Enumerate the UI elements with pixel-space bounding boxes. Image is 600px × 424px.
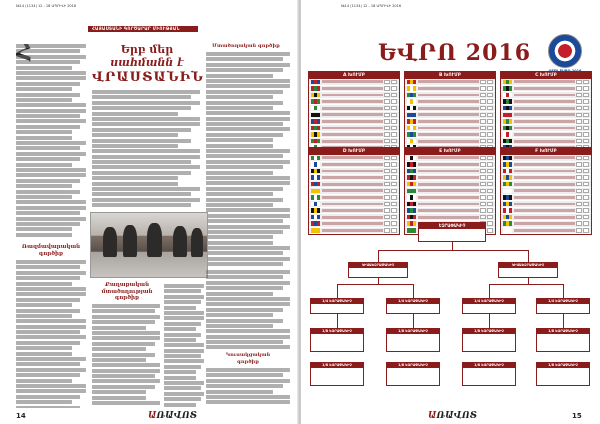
bracket-match-box xyxy=(498,262,558,278)
flag-icon xyxy=(503,156,512,161)
match-row xyxy=(501,168,591,175)
headline-line-3: ՎՐԱՍՏԱՆԻՆ xyxy=(92,70,204,85)
match-row xyxy=(405,208,495,215)
match-row xyxy=(501,221,591,228)
match-row xyxy=(309,125,399,132)
bracket-connector xyxy=(337,284,413,285)
match-row xyxy=(309,201,399,208)
group-header: E ԽՈՒՄԲ xyxy=(405,148,495,155)
bracket-match-box xyxy=(462,328,516,352)
left-page-header: ՀԱՅԱՍՏԱՆԻ ԳՈՐԾԱՐԱՐ ՄԻՈՒԹՅԱՆ xyxy=(92,26,180,31)
match-row xyxy=(405,132,495,139)
match-row xyxy=(405,125,495,132)
flag-icon xyxy=(311,182,320,187)
bracket-match-box xyxy=(462,362,516,386)
bracket-match-label: 1/8 ԵԶՐԱՓԱԿԻՉ xyxy=(537,329,589,334)
group-header: B ԽՈՒՄԲ xyxy=(405,72,495,79)
flag-icon xyxy=(407,202,416,207)
flag-icon xyxy=(311,156,320,161)
flag-icon xyxy=(407,182,416,187)
flag-icon xyxy=(311,221,320,226)
flag-icon xyxy=(503,132,512,137)
flag-icon xyxy=(407,132,416,137)
flag-icon xyxy=(311,119,320,124)
match-row xyxy=(501,125,591,132)
bracket-match-label: 1/8 ԵԶՐԱՓԱԿԻՉ xyxy=(387,329,439,334)
bracket-connector xyxy=(489,314,490,328)
group-table xyxy=(404,71,496,159)
match-row xyxy=(309,181,399,188)
bracket-connector xyxy=(489,284,563,285)
subhead-bottom-left: Քաղաքական մտածողության գործիք xyxy=(101,282,153,301)
bracket-connector xyxy=(563,314,564,328)
flag-icon xyxy=(407,113,416,118)
match-row xyxy=(501,138,591,145)
subhead-right: Մտածողական գործիք xyxy=(212,43,280,49)
flag-icon xyxy=(311,93,320,98)
bracket-match-box xyxy=(536,328,590,352)
bracket-match-box xyxy=(348,262,408,278)
match-row xyxy=(309,228,399,235)
flag-icon xyxy=(503,175,512,180)
match-row xyxy=(405,188,495,195)
flag-icon xyxy=(503,99,512,104)
bracket-connector xyxy=(528,250,529,262)
bracket-connector xyxy=(378,250,379,262)
group-header: F ԽՈՒՄԲ xyxy=(501,148,591,155)
euro-title: ԵՎՐՈ 2016 xyxy=(378,40,531,66)
flag-icon xyxy=(503,162,512,167)
match-row xyxy=(309,188,399,195)
flag-icon xyxy=(311,80,320,85)
left-column-1 xyxy=(16,44,86,240)
flag-icon xyxy=(407,215,416,220)
left-column-2b xyxy=(92,304,160,408)
final-match-box xyxy=(418,222,486,242)
match-row xyxy=(501,162,591,169)
flag-icon xyxy=(311,139,320,144)
bracket-connector xyxy=(378,250,528,251)
bracket-match-label: 1/4 ԵԶՐԱՓԱԿԻՉ xyxy=(387,299,439,304)
flag-icon xyxy=(503,208,512,213)
match-row xyxy=(405,105,495,112)
match-row xyxy=(405,214,495,221)
match-row xyxy=(501,214,591,221)
flag-icon xyxy=(407,139,416,144)
bracket-connector xyxy=(489,284,490,298)
flag-icon xyxy=(311,113,320,118)
match-row xyxy=(405,195,495,202)
news-photo xyxy=(90,212,208,278)
flag-icon xyxy=(503,195,512,200)
bracket-match-box xyxy=(310,328,364,352)
match-row xyxy=(405,86,495,93)
match-row xyxy=(309,79,399,86)
group-table xyxy=(308,147,400,235)
match-row xyxy=(309,162,399,169)
flag-icon xyxy=(503,80,512,85)
left-column-2 xyxy=(92,90,200,210)
bracket-connector xyxy=(413,314,414,328)
flag-icon xyxy=(407,80,416,85)
match-row xyxy=(309,175,399,182)
flag-icon xyxy=(503,139,512,144)
flag-icon xyxy=(311,106,320,111)
bracket-match-label: 1/8 ԵԶՐԱՓԱԿԻՉ xyxy=(311,363,363,368)
match-row xyxy=(309,86,399,93)
flag-icon xyxy=(503,189,512,194)
bracket-match-label: 1/8 ԵԶՐԱՓԱԿԻՉ xyxy=(311,329,363,334)
match-row xyxy=(501,208,591,215)
flag-icon xyxy=(407,99,416,104)
flag-icon xyxy=(407,93,416,98)
bracket-match-box xyxy=(386,362,440,386)
flag-icon xyxy=(407,208,416,213)
subhead-bottom-right: Կուսակցական գործիք xyxy=(225,352,271,365)
flag-icon xyxy=(503,86,512,91)
group-header: A ԽՈՒՄԲ xyxy=(309,72,399,79)
flag-icon xyxy=(503,106,512,111)
group-table xyxy=(500,71,592,159)
right-page-meta: №14 (1134) 12 - 18 ԱՊՐԻԼԻ 2016 xyxy=(341,4,402,8)
bracket-match-box xyxy=(386,298,440,314)
flag-icon xyxy=(407,106,416,111)
match-row xyxy=(309,208,399,215)
match-row xyxy=(501,112,591,119)
bracket-connector xyxy=(528,278,529,284)
bracket-match-label: 1/8 ԵԶՐԱՓԱԿԻՉ xyxy=(537,363,589,368)
flag-icon xyxy=(311,162,320,167)
match-row xyxy=(309,112,399,119)
bracket-match-label: ԿԻՍԱԵԶՐԱՓԱԿԻՉ xyxy=(499,263,557,268)
flag-icon xyxy=(311,86,320,91)
match-row xyxy=(405,99,495,106)
match-row xyxy=(501,92,591,99)
flag-icon xyxy=(311,228,320,233)
match-row xyxy=(501,105,591,112)
match-row xyxy=(405,162,495,169)
bracket-match-box xyxy=(462,298,516,314)
match-row xyxy=(309,132,399,139)
bracket-connector xyxy=(337,314,338,328)
match-row xyxy=(501,201,591,208)
match-row xyxy=(405,168,495,175)
match-row xyxy=(501,181,591,188)
right-page-number: 15 xyxy=(572,412,582,420)
match-row xyxy=(501,132,591,139)
match-row xyxy=(405,138,495,145)
flag-icon xyxy=(311,202,320,207)
headline-line-2: սահմանն է xyxy=(110,56,184,69)
flag-icon xyxy=(311,195,320,200)
group-table xyxy=(308,71,400,159)
flag-icon xyxy=(407,175,416,180)
flag-icon xyxy=(503,182,512,187)
flag-icon xyxy=(503,93,512,98)
match-row xyxy=(405,112,495,119)
match-row xyxy=(309,195,399,202)
left-page-header-strip xyxy=(88,26,198,32)
flag-icon xyxy=(311,215,320,220)
flag-icon xyxy=(407,189,416,194)
match-row xyxy=(309,168,399,175)
group-table xyxy=(500,147,592,235)
bracket-connector xyxy=(452,242,453,250)
flag-icon xyxy=(407,126,416,131)
right-page-logo: ԱՌԱՎՈՏ xyxy=(428,411,477,421)
bracket-match-box xyxy=(536,298,590,314)
match-row xyxy=(501,188,591,195)
left-column-3 xyxy=(206,52,290,266)
left-page-logo: ԱՌԱՎՈՏ xyxy=(148,411,197,421)
flag-icon xyxy=(407,119,416,124)
bracket-match-label: ԿԻՍԱԵԶՐԱՓԱԿԻՉ xyxy=(349,263,407,268)
match-row xyxy=(309,92,399,99)
flag-icon xyxy=(503,169,512,174)
match-row xyxy=(501,155,591,162)
left-column-2c xyxy=(164,284,204,408)
match-row xyxy=(405,181,495,188)
match-row xyxy=(501,79,591,86)
flag-icon xyxy=(407,169,416,174)
bracket-match-label: ԵԶՐԱՓԱԿԻՉ xyxy=(419,223,485,229)
match-row xyxy=(405,92,495,99)
bracket-match-label: 1/8 ԵԶՐԱՓԱԿԻՉ xyxy=(463,363,515,368)
bracket-match-box xyxy=(310,298,364,314)
flag-icon xyxy=(311,208,320,213)
bracket-match-box xyxy=(310,362,364,386)
match-row xyxy=(501,195,591,202)
flag-icon xyxy=(311,99,320,104)
left-column-3c xyxy=(206,368,290,408)
match-row xyxy=(501,175,591,182)
flag-icon xyxy=(311,189,320,194)
flag-icon xyxy=(503,126,512,131)
left-column-1b xyxy=(16,260,86,408)
flag-icon xyxy=(503,228,512,233)
headline-line-1: Երբ մեր xyxy=(120,43,174,56)
left-column-3b xyxy=(206,270,290,350)
bracket-connector xyxy=(563,284,564,298)
match-row xyxy=(501,86,591,93)
uefa-euro-logo-icon xyxy=(548,34,582,68)
match-row xyxy=(501,119,591,126)
flag-icon xyxy=(311,175,320,180)
match-row xyxy=(405,79,495,86)
left-page-number: 14 xyxy=(16,412,26,420)
flag-icon xyxy=(503,202,512,207)
flag-icon xyxy=(311,132,320,137)
match-row xyxy=(405,201,495,208)
bracket-match-label: 1/8 ԵԶՐԱՓԱԿԻՉ xyxy=(463,329,515,334)
group-header: C ԽՈՒՄԲ xyxy=(501,72,591,79)
flag-icon xyxy=(407,221,416,226)
bracket-match-box xyxy=(386,328,440,352)
bracket-match-label: 1/4 ԵԶՐԱՓԱԿԻՉ xyxy=(311,299,363,304)
flag-icon xyxy=(311,126,320,131)
match-row xyxy=(309,221,399,228)
bracket-connector xyxy=(378,278,379,284)
flag-icon xyxy=(311,169,320,174)
left-column-1-text xyxy=(16,44,86,237)
match-row xyxy=(309,138,399,145)
bracket-match-box xyxy=(536,362,590,386)
match-row xyxy=(309,99,399,106)
match-row xyxy=(501,99,591,106)
flag-icon xyxy=(407,156,416,161)
bracket-match-label: 1/4 ԵԶՐԱՓԱԿԻՉ xyxy=(537,299,589,304)
flag-icon xyxy=(503,113,512,118)
match-row xyxy=(309,119,399,126)
flag-icon xyxy=(503,221,512,226)
match-row xyxy=(501,228,591,235)
bracket-match-label: 1/4 ԵԶՐԱՓԱԿԻՉ xyxy=(463,299,515,304)
flag-icon xyxy=(407,86,416,91)
bracket-match-label: 1/8 ԵԶՐԱՓԱԿԻՉ xyxy=(387,363,439,368)
flag-icon xyxy=(503,215,512,220)
flag-icon xyxy=(407,162,416,167)
match-row xyxy=(405,119,495,126)
flag-icon xyxy=(407,228,416,233)
match-row xyxy=(405,155,495,162)
subhead-left-mid: Ռազմավարական գործիք xyxy=(21,244,81,257)
bracket-connector xyxy=(337,284,338,298)
left-page-meta: №14 (1134) 12 - 18 ԱՊՐԻԼԻ 2016 xyxy=(16,4,77,8)
match-row xyxy=(309,155,399,162)
match-row xyxy=(309,214,399,221)
match-row xyxy=(309,105,399,112)
group-header: D ԽՈՒՄԲ xyxy=(309,148,399,155)
match-row xyxy=(405,175,495,182)
flag-icon xyxy=(407,195,416,200)
bracket-connector xyxy=(413,284,414,298)
flag-icon xyxy=(503,119,512,124)
